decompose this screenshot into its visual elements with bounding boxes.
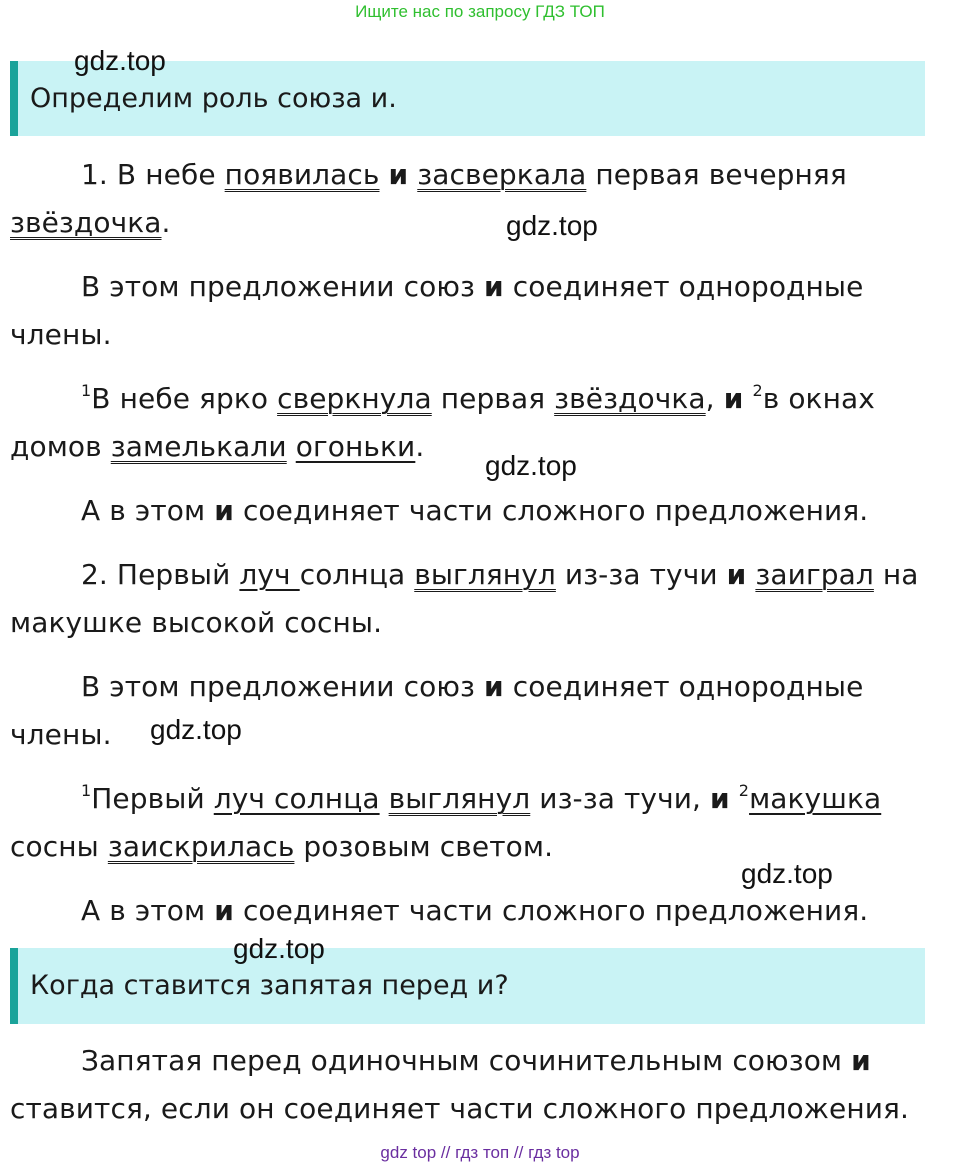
watermark: gdz.top — [741, 858, 833, 889]
sentence-4-line-1: $^1$Первый луч солнца выглянул из-за тучи, и $^2$макушка — [81, 781, 882, 815]
watermark: gdz.top — [485, 450, 577, 481]
section-heading-role: Определим роль союза и. — [10, 61, 925, 136]
explanation-2: А в этом и соединяет части сложного предложения. — [81, 494, 869, 527]
footer-links: gdz top // гдз топ // гдз top — [380, 1143, 580, 1162]
sentence-3-line-2: макушке высокой сосны. — [10, 606, 383, 639]
sentence-3-line-1: 2. Первый луч солнца выглянул из-за тучи и заиграл на — [81, 558, 919, 591]
sentence-1-line-2: звёздочка. — [10, 206, 171, 239]
top-banner: Ищите нас по запросу ГДЗ ТОП — [355, 2, 605, 21]
explanation-1-line-2: члены. — [10, 318, 112, 351]
explanation-1-line-1: В этом предложении союз и соединяет однородные — [81, 270, 864, 303]
explanation-4: А в этом и соединяет части сложного предложения. — [81, 894, 869, 927]
watermark: gdz.top — [233, 933, 325, 964]
sentence-2-line-2: домов замелькали огоньки. — [10, 430, 425, 463]
watermark: gdz.top — [74, 45, 166, 76]
explanation-3-line-1: В этом предложении союз и соединяет однородные — [81, 670, 864, 703]
rule-line-1: Запятая перед одиночным сочинительным союзом и — [81, 1044, 871, 1077]
sentence-2-line-1: $^1$В небе ярко сверкнула первая звёздочка, и $^2$в окнах — [81, 381, 875, 415]
section-heading-comma: Когда ставится запятая перед и? — [10, 948, 925, 1024]
watermark: gdz.top — [506, 210, 598, 241]
rule-line-2: ставится, если он соединяет части сложного предложения. — [10, 1092, 909, 1125]
explanation-3-line-2: члены. — [10, 718, 112, 751]
sentence-1-line-1: 1. В небе появилась и засверкала первая вечерняя — [81, 158, 847, 191]
sentence-4-line-2: сосны заискрилась розовым светом. — [10, 830, 554, 863]
watermark: gdz.top — [150, 714, 242, 745]
